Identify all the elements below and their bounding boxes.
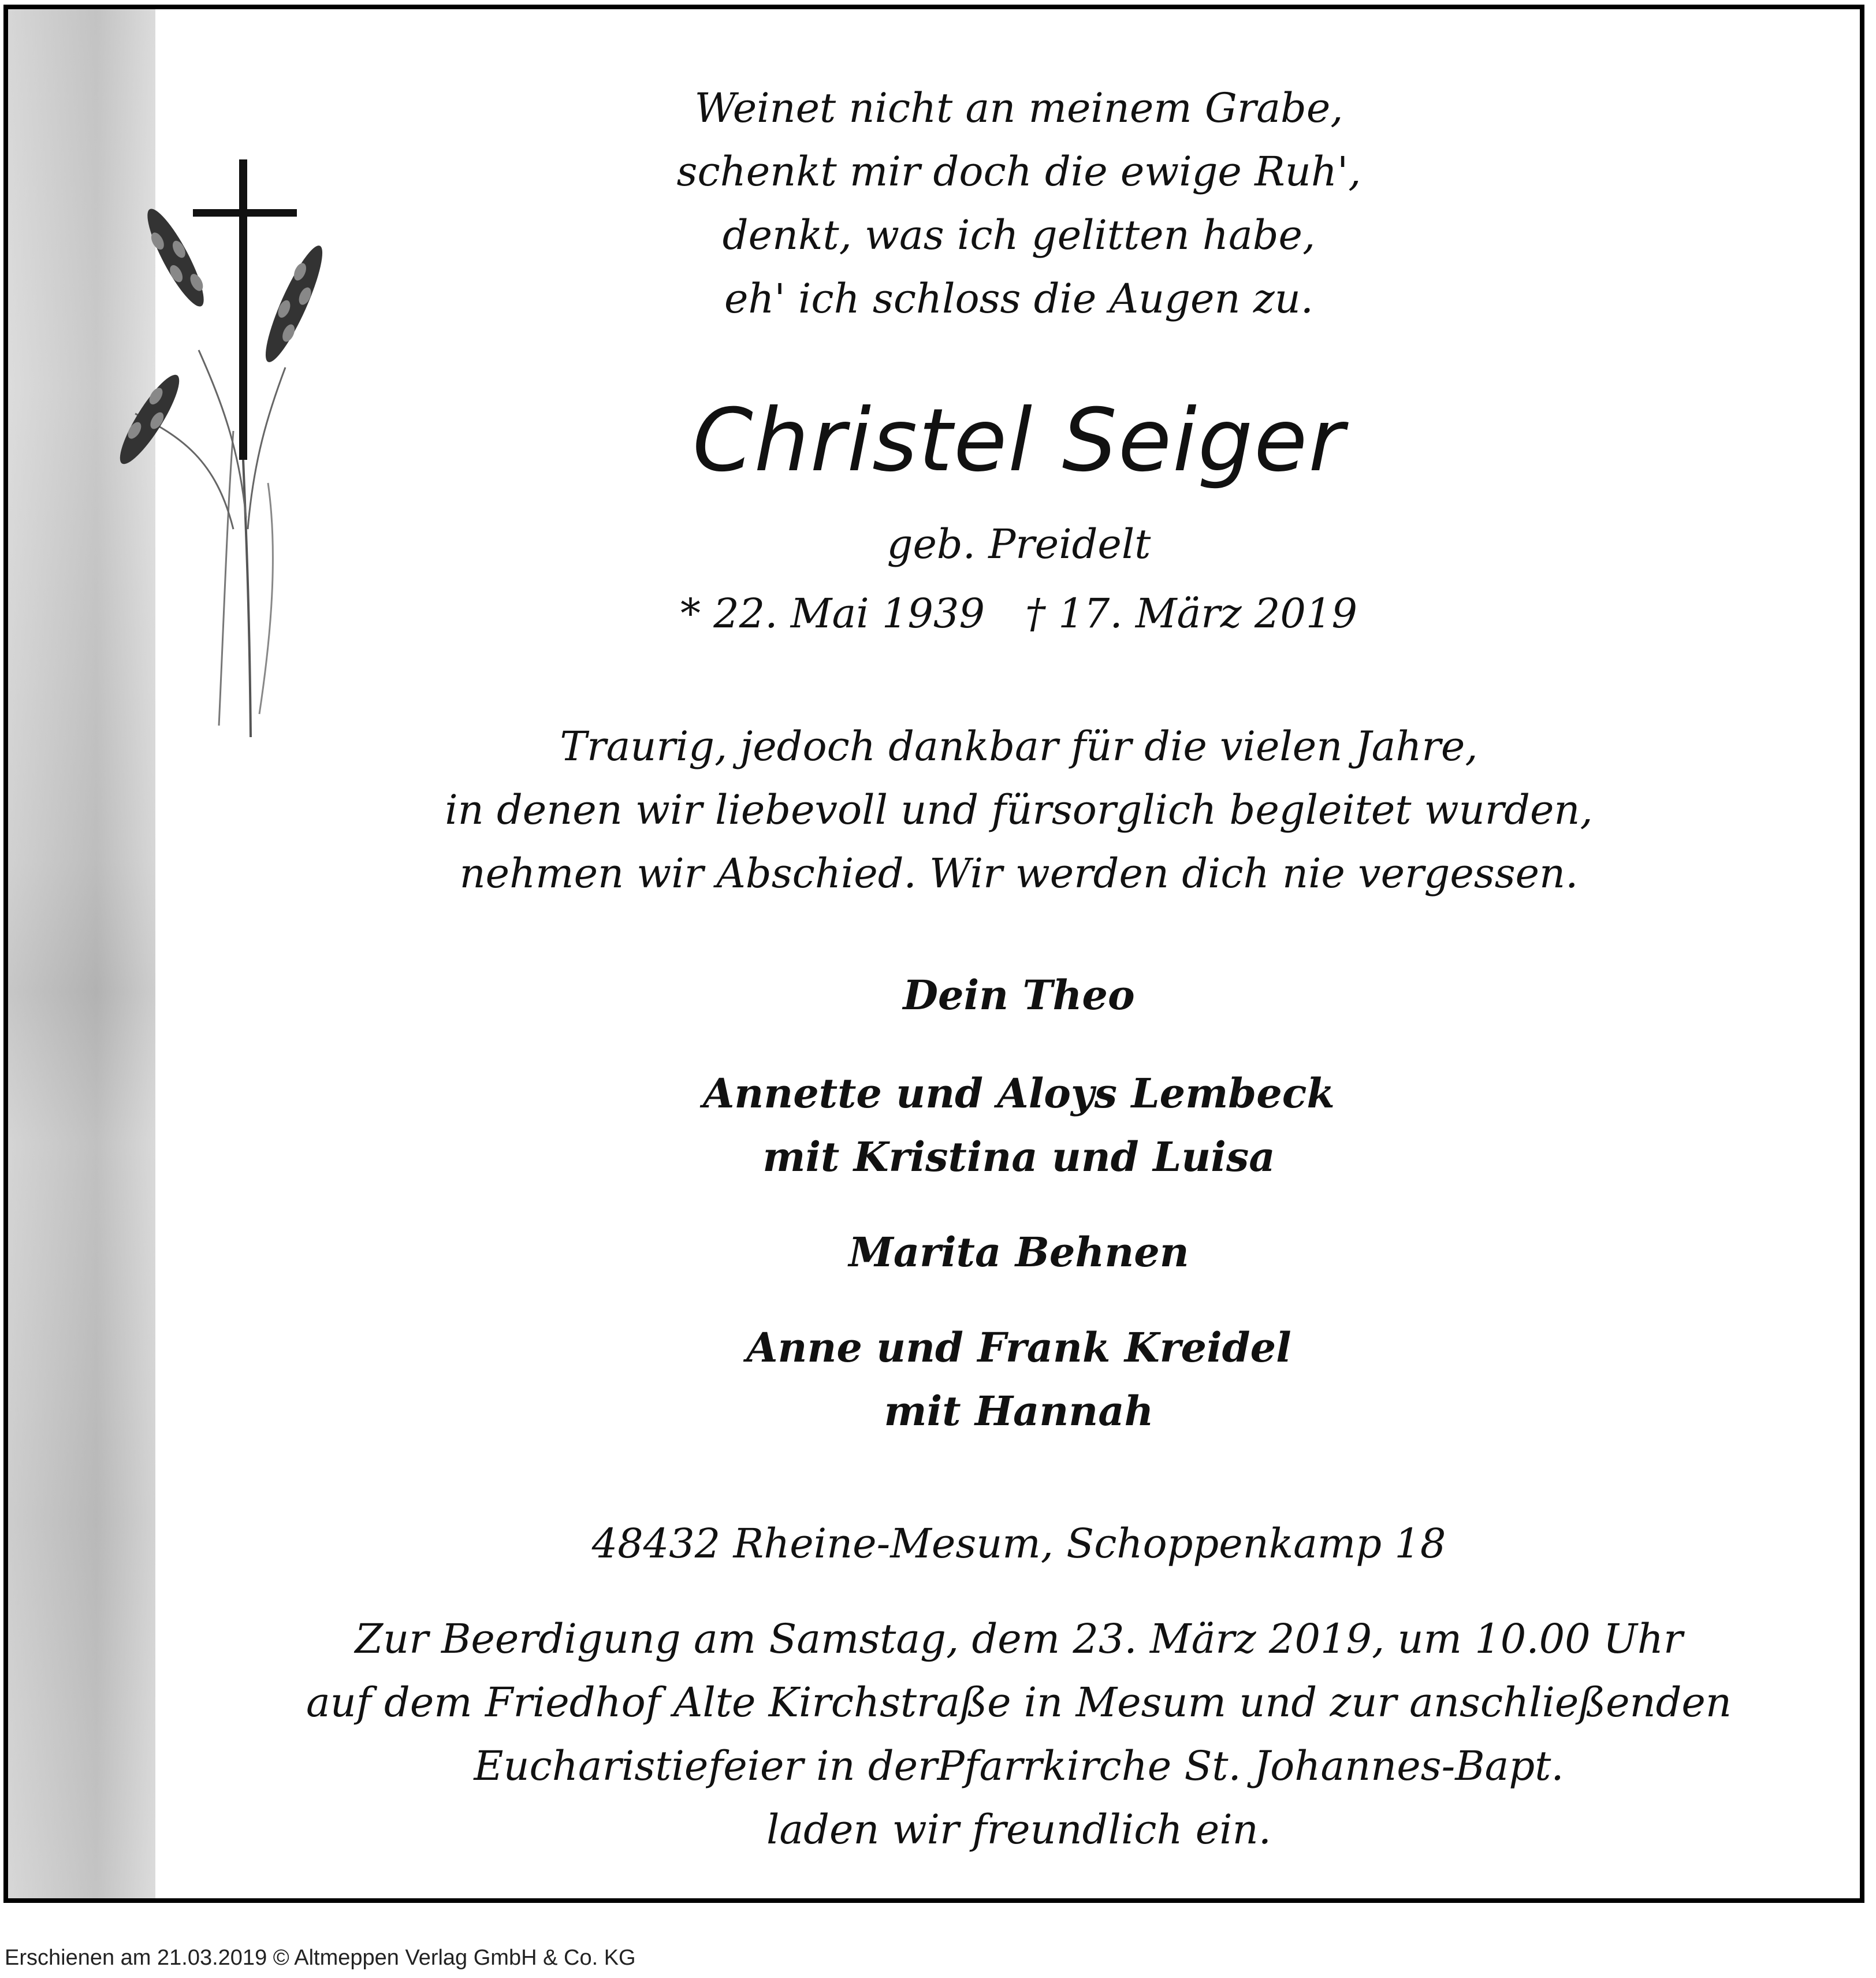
funeral-line-4: laden wir freundlich ein. — [766, 1806, 1271, 1853]
obituary-frame — [3, 5, 1864, 1903]
birth-name: geb. Preidelt — [887, 520, 1151, 568]
deceased-name: Christel Seiger — [692, 391, 1346, 491]
mourner-1: Dein Theo — [903, 971, 1135, 1019]
life-dates — [228, 590, 1810, 637]
mourner-2-children: mit Kristina und Luisa — [762, 1133, 1275, 1181]
funeral-line-2: auf dem Friedhof Alte Kirchstraße in Mesum und zur anschließenden — [306, 1679, 1732, 1726]
mourner-3: Marita Behnen — [848, 1228, 1189, 1276]
death-date: † 17. März 2019 — [1025, 590, 1357, 637]
funeral-line-1: Zur Beerdigung am Samstag, dem 23. März 2019, um 10.00 Uhr — [355, 1615, 1683, 1663]
message-line-3: nehmen wir Abschied. Wir werden dich nie vergessen. — [459, 850, 1579, 897]
publication-footer: Erschienen am 21.03.2019 © Altmeppen Verlag GmbH & Co. KG — [5, 1946, 636, 1970]
poem-line-4: eh' ich schloss die Augen zu. — [724, 275, 1314, 322]
poem-line-3: denkt, was ich gelitten habe, — [722, 211, 1316, 259]
funeral-line-3: Eucharistiefeier in derPfarrkirche St. Johannes-Bapt. — [474, 1742, 1564, 1790]
message-line-1: Traurig, jedoch dankbar für die vielen Jahre, — [560, 723, 1478, 770]
mourner-4-children: mit Hannah — [884, 1387, 1154, 1435]
mourner-4: Anne und Frank Kreidel — [746, 1323, 1291, 1371]
poem-line-1: Weinet nicht an meinem Grabe, — [694, 84, 1343, 132]
message-line-2: in denen wir liebevoll und fürsorglich begleitet wurden, — [445, 786, 1593, 834]
address: 48432 Rheine-Mesum, Schoppenkamp 18 — [591, 1520, 1446, 1567]
poem-line-2: schenkt mir doch die ewige Ruh', — [676, 148, 1361, 195]
mourner-2: Annette und Aloys Lembeck — [703, 1069, 1335, 1117]
birth-date: * 22. Mai 1939 — [680, 590, 985, 637]
